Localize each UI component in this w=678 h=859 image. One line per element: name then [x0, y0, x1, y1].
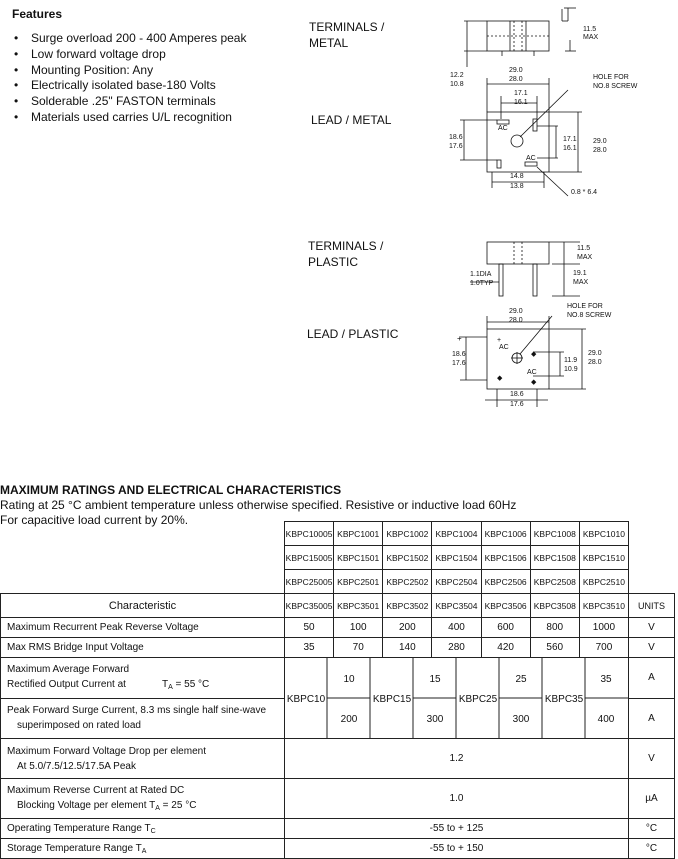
- group-name: KBPC10: [286, 694, 326, 705]
- hole-note: HOLE FOR: [593, 74, 629, 81]
- characteristic-header: Characteristic: [1, 594, 285, 618]
- svg-text:16.1: 16.1: [514, 99, 528, 106]
- label-lead-metal: LEAD / METAL: [311, 113, 392, 127]
- feature-item: • Mounting Position: Any: [14, 62, 154, 77]
- table-row: Max RMS Bridge Input Voltage 35 70 140 280 420 560 700 V: [1, 638, 675, 658]
- part-number-row: KBPC15005 KBPC1501 KBPC1502 KBPC1504 KBPC1506 KBPC1508 KBPC1510: [1, 546, 675, 570]
- feature-item: • Solderable .25" FASTON terminals: [14, 94, 216, 109]
- metal-side-view: [464, 8, 576, 67]
- svg-text:28.0: 28.0: [509, 76, 523, 83]
- svg-text:AC: AC: [527, 369, 537, 376]
- svg-text:AC: AC: [499, 344, 509, 351]
- group-surge: 200: [340, 714, 358, 725]
- svg-text:17.6: 17.6: [452, 360, 466, 367]
- table-row: Maximum Reverse Current at Rated DC Blocking Voltage per element $T_A = 25$ °C 1.0 µA: [1, 779, 675, 819]
- svg-text:17.6: 17.6: [510, 401, 524, 408]
- svg-text:◆: ◆: [531, 379, 537, 386]
- svg-text:1.1DIA: 1.1DIA: [470, 271, 492, 278]
- bullet-icon: •: [14, 31, 19, 45]
- features-list: [14, 31, 246, 126]
- table-row: Maximum Average Forward Rectified Output Current at $T_A = 55$ °C KBPC10 10 200 KBPC15 15 300 KBPC25 25 300 KBPC35 35 400 A: [1, 658, 675, 699]
- plus-icon: +: [457, 334, 462, 343]
- label-terminals-plastic: TERMINALS / PLASTIC: [308, 239, 384, 269]
- svg-text:11.9: 11.9: [564, 357, 578, 364]
- svg-text:+: +: [497, 337, 502, 344]
- svg-text:17.1: 17.1: [514, 90, 528, 97]
- section-title: MAXIMUM RATINGS AND ELECTRICAL CHARACTERISTICS: [0, 483, 342, 497]
- units-header: UNITS: [629, 594, 675, 618]
- svg-text:17.1: 17.1: [563, 136, 577, 143]
- feature-item: • Surge overload 200 - 400 Amperes peak: [14, 31, 247, 45]
- bullet-icon: •: [14, 46, 19, 61]
- svg-text:MAX: MAX: [577, 254, 593, 261]
- svg-text:NO.8 SCREW: NO.8 SCREW: [593, 83, 638, 90]
- svg-text:0.8 * 6.4: 0.8 * 6.4: [571, 189, 598, 196]
- group-surge: 300: [426, 714, 444, 725]
- svg-text:28.0: 28.0: [509, 317, 523, 324]
- svg-text:NO.8 SCREW: NO.8 SCREW: [567, 312, 612, 319]
- group-values-grid: [285, 658, 628, 738]
- svg-text:29.0: 29.0: [588, 350, 602, 357]
- group-current: 10: [343, 674, 355, 685]
- svg-text:17.6: 17.6: [449, 143, 463, 150]
- feature-item: • Materials used carries U/L recognition: [14, 109, 232, 124]
- svg-text:◆: ◆: [497, 375, 503, 382]
- table-row: Storage Temperature Range $T_A$ -55 to + 150 °C: [1, 839, 675, 859]
- svg-text:1.0TYP: 1.0TYP: [470, 280, 494, 287]
- group-surge: 400: [597, 714, 615, 725]
- group-values-cell: [285, 658, 629, 739]
- dim-metal-width: 29.0: [509, 67, 523, 74]
- group-current: 25: [515, 674, 527, 685]
- rating-note: Rating at 25 °C ambient temperature unless otherwise specified. Resistive or inductive load 60Hz For capacitive load current by 20%.: [0, 498, 517, 527]
- svg-text:29.0: 29.0: [509, 308, 523, 315]
- table-row: Maximum Recurrent Peak Reverse Voltage 50 100 200 400 600 800 1000 V: [1, 618, 675, 638]
- group-name: KBPC25: [458, 694, 498, 705]
- svg-text:18.6: 18.6: [452, 351, 466, 358]
- svg-text:10.9: 10.9: [564, 366, 578, 373]
- svg-text:MAX: MAX: [583, 34, 599, 41]
- svg-text:29.0: 29.0: [593, 138, 607, 145]
- group-surge: 300: [512, 714, 530, 725]
- svg-text:19.1: 19.1: [573, 270, 587, 277]
- feature-item: • Electrically isolated base-180 Volts: [14, 78, 216, 93]
- svg-text:11.5: 11.5: [577, 245, 591, 252]
- svg-text:18.6: 18.6: [510, 391, 524, 398]
- group-current: 35: [600, 674, 612, 685]
- label-lead-plastic: LEAD / PLASTIC: [307, 327, 399, 341]
- table-row: Peak Forward Surge Current, 8.3 ms single half sine-wave superimposed on rated load A: [1, 698, 675, 739]
- dim-metal-height: 12.2: [450, 72, 464, 79]
- table-header-row: Characteristic KBPC35005 KBPC3501 KBPC3502 KBPC3504 KBPC3506 KBPC3508 KBPC3510 UNITS: [1, 594, 675, 618]
- bullet-icon: •: [14, 62, 19, 77]
- part-number-row: KBPC25005 KBPC2501 KBPC2502 KBPC2504 KBPC2506 KBPC2508 KBPC2510: [1, 570, 675, 594]
- group-name: KBPC15: [372, 694, 412, 705]
- bullet-icon: •: [14, 78, 19, 93]
- part-number-row: KBPC10005 KBPC1001 KBPC1002 KBPC1004 KBPC1006 KBPC1008 KBPC1010: [1, 522, 675, 546]
- svg-text:HOLE FOR: HOLE FOR: [567, 303, 603, 310]
- feature-item: • Low forward voltage drop: [14, 46, 166, 61]
- group-name: KBPC35: [544, 694, 584, 705]
- svg-text:28.0: 28.0: [588, 359, 602, 366]
- ratings-table: [0, 521, 675, 859]
- group-current: 15: [429, 674, 441, 685]
- plastic-side-view: [470, 242, 580, 296]
- package-drawings: [440, 0, 678, 420]
- bullet-icon: •: [14, 109, 19, 124]
- svg-text:18.6: 18.6: [449, 134, 463, 141]
- bullet-icon: •: [14, 94, 19, 109]
- svg-text:AC: AC: [526, 155, 536, 162]
- svg-text:14.8: 14.8: [510, 173, 524, 180]
- svg-text:◆: ◆: [531, 351, 537, 358]
- table-row: Operating Temperature Range $T_C$ -55 to + 125 °C: [1, 819, 675, 839]
- svg-text:MAX: MAX: [573, 279, 589, 286]
- features-title: Features: [12, 7, 63, 21]
- svg-text:AC: AC: [498, 125, 508, 132]
- table-row: Maximum Forward Voltage Drop per element At 5.0/7.5/12.5/17.5A Peak 1.2 V: [1, 739, 675, 779]
- dim-metal-height-max: 11.5: [583, 26, 597, 33]
- svg-text:10.8: 10.8: [450, 81, 464, 88]
- svg-text:16.1: 16.1: [563, 145, 577, 152]
- svg-text:28.0: 28.0: [593, 147, 607, 154]
- svg-text:13.8: 13.8: [510, 183, 524, 190]
- label-terminals-metal: TERMINALS / METAL: [309, 20, 385, 50]
